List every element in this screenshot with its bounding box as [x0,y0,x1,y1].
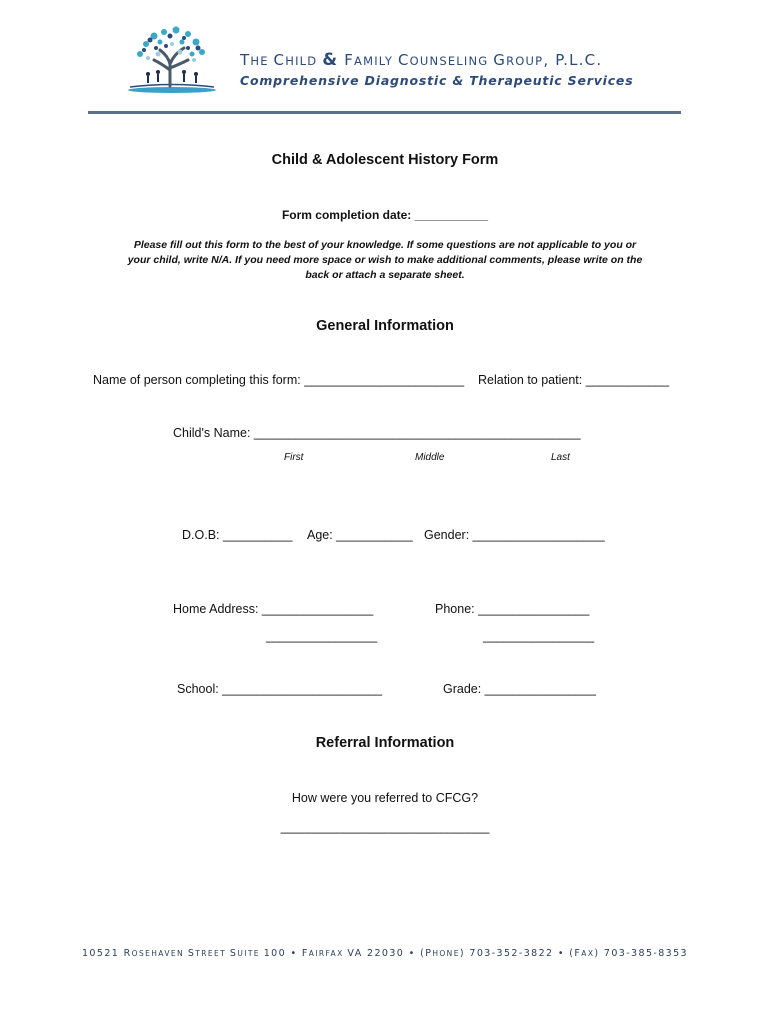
middle-name-sublabel: Middle [415,452,445,463]
form-title: Child & Adolescent History Form [271,152,499,168]
org-name-part: & [322,50,339,70]
first-name-sublabel: First [284,452,304,463]
general-information-heading: General Information [316,318,454,334]
org-name-part: T [240,51,251,69]
tree-with-children-icon [126,24,218,94]
footer-part: ) 703-352-3822 • (F [459,948,582,959]
age-field[interactable]: Age: ___________ [307,528,413,542]
gender-field[interactable]: Gender: ___________________ [424,528,605,542]
org-name-part: AMILY [354,54,398,68]
phone-line2-field[interactable]: ________________ [483,629,595,643]
footer-part: S [229,948,238,959]
home-address-field[interactable]: Home Address: ________________ [173,602,374,616]
form-instructions: Please fill out this form to the best of your knowledge. If some questions are not applicable to you or your child, write N/A. If you need more space or wish to make additional comments, please write on the back or attach a separate sheet. [127,239,643,281]
footer-part: AIRFAX [308,949,348,958]
org-name-part: OUNSELING [409,54,494,68]
org-name-part: G [493,51,507,69]
footer-contact-info [0,948,770,959]
header-divider [88,111,681,114]
footer-part: OSEHAVEN [131,949,188,958]
org-name-part: F [338,51,355,69]
organization-tagline: Comprehensive Diagnostic & Therapeutic Services [240,73,634,88]
footer-part: S [187,948,196,959]
form-completion-date-field[interactable]: Form completion date: ___________ [281,208,489,222]
org-name-part: , P.L.C. [543,51,603,69]
org-name-part: HILD [285,54,323,68]
organization-name [240,50,602,70]
footer-part: ) 703-385-8353 [594,948,688,959]
grade-field[interactable]: Grade: ________________ [443,682,596,696]
referral-question: How were you referred to CFCG? [291,791,479,805]
childs-name-field[interactable]: Child's Name: _______________________________________________ [173,426,581,440]
org-name-part: C [397,51,410,69]
school-field[interactable]: School: _______________________ [177,682,383,696]
home-address-line2-field[interactable]: ________________ [266,629,378,643]
person-completing-field[interactable]: Name of person completing this form: _______________________ [93,373,465,387]
footer-part: 100 • F [263,948,309,959]
footer-part: HONE [432,949,460,958]
footer-part: VA 22030 • (P [347,948,433,959]
phone-field[interactable]: Phone: ________________ [435,602,590,616]
footer-part: UITE [237,949,264,958]
footer-part: TREET [195,949,230,958]
referral-information-heading: Referral Information [315,735,455,751]
footer-part: 10521 R [81,948,132,959]
org-name-part: HE [250,54,274,68]
last-name-sublabel: Last [551,452,570,463]
org-name-part: C [273,51,286,69]
footer-part: AX [581,949,595,958]
relation-to-patient-field[interactable]: Relation to patient: ____________ [478,373,670,387]
org-name-part: ROUP [506,54,544,68]
dob-field[interactable]: D.O.B: __________ [182,528,293,542]
referral-answer-field[interactable]: ______________________________ [280,820,490,834]
